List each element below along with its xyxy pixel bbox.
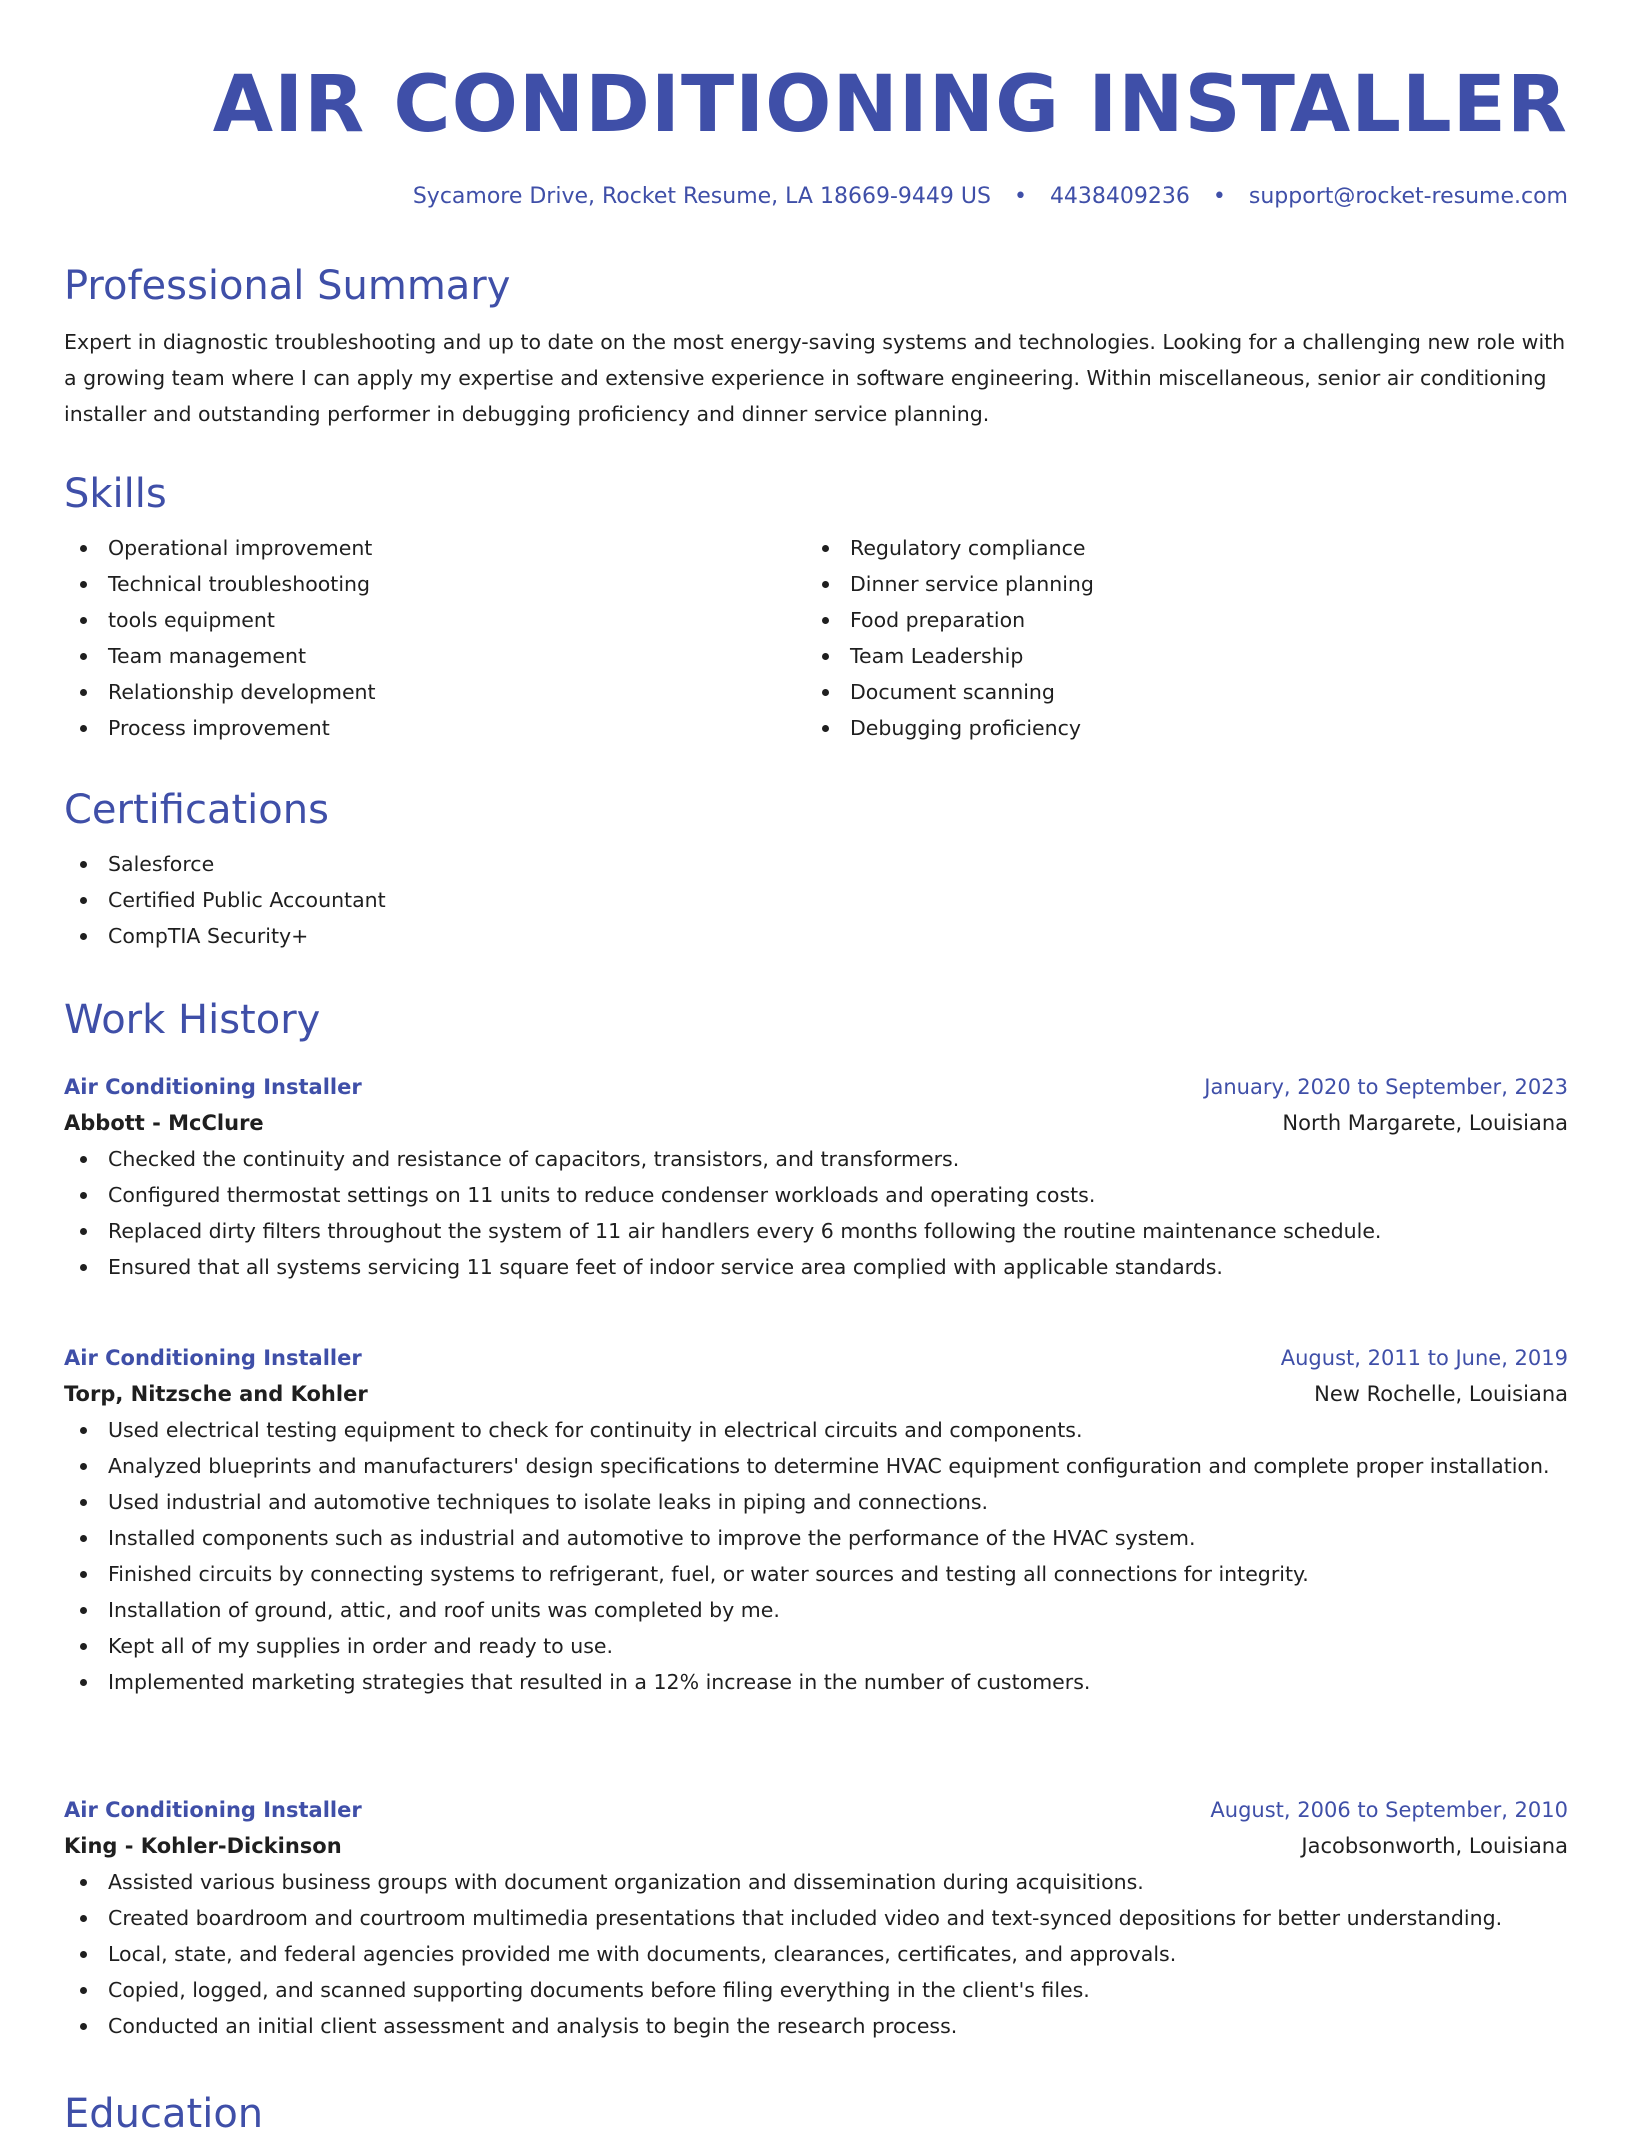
certification-item: CompTIA Security+ — [64, 918, 1568, 954]
job-company: Torp, Nitzsche and Kohler — [64, 1382, 368, 1406]
certifications-heading: Certifications — [64, 787, 329, 833]
job-bullet-item: Installation of ground, attic, and roof units was completed by me. — [64, 1592, 1568, 1628]
skill-item: Technical troubleshooting — [64, 566, 806, 602]
job-bullet-list — [64, 1864, 1568, 2044]
skill-item: Document scanning — [806, 674, 1548, 710]
job-title-row — [64, 1792, 1568, 1828]
skills-heading: Skills — [64, 471, 167, 517]
job-bullet-item: Replaced dirty filters throughout the system of 11 air handlers every 6 months following the routine maintenance schedule. — [64, 1213, 1568, 1249]
job-company-row — [64, 1828, 1568, 1864]
job-company-row — [64, 1105, 1568, 1141]
skill-item: Relationship development — [64, 674, 806, 710]
summary-section — [64, 262, 1568, 432]
certifications-list — [64, 846, 1568, 954]
summary-heading: Professional Summary — [64, 263, 511, 309]
job-title-row — [64, 1340, 1568, 1376]
job-entry — [64, 1792, 1568, 2044]
job-bullet-item: Kept all of my supplies in order and ready to use. — [64, 1628, 1568, 1664]
job-bullet-item: Conducted an initial client assessment and analysis to begin the research process. — [64, 2008, 1568, 2044]
skill-item: Team Leadership — [806, 638, 1548, 674]
job-bullet-item: Finished circuits by connecting systems to refrigerant, fuel, or water sources and testing all connections for integrity. — [64, 1556, 1568, 1592]
job-company-row — [64, 1376, 1568, 1412]
job-location: New Rochelle, Louisiana — [1314, 1382, 1568, 1406]
skill-item: Regulatory compliance — [806, 530, 1548, 566]
contact-phone[interactable]: 4438409236 — [1049, 184, 1190, 209]
skill-item: Team management — [64, 638, 806, 674]
job-bullet-item: Implemented marketing strategies that resulted in a 12% increase in the number of customers. — [64, 1664, 1568, 1700]
education-section — [64, 2090, 1568, 2138]
work-history-section — [64, 996, 1568, 1044]
certification-item: Certified Public Accountant — [64, 882, 1568, 918]
job-dates: August, 2011 to June, 2019 — [1280, 1346, 1568, 1370]
skill-item: Process improvement — [64, 710, 806, 746]
contact-separator: • — [1212, 184, 1226, 209]
job-bullet-item: Assisted various business groups with document organization and dissemination during acquisitions. — [64, 1864, 1568, 1900]
skill-item: Dinner service planning — [806, 566, 1548, 602]
work-history-heading: Work History — [64, 997, 321, 1043]
job-company: King - Kohler-Dickinson — [64, 1834, 342, 1858]
job-bullet-item: Ensured that all systems servicing 11 square feet of indoor service area complied with applicable standards. — [64, 1249, 1568, 1285]
candidate-name: AIR CONDITIONING INSTALLER — [212, 60, 1568, 150]
contact-address: Sycamore Drive, Rocket Resume, LA 18669-9449 US — [412, 184, 991, 209]
job-bullet-item: Created boardroom and courtroom multimedia presentations that included video and text-synced depositions for better understanding. — [64, 1900, 1568, 1936]
skills-columns — [64, 530, 1568, 746]
contact-separator: • — [1013, 184, 1027, 209]
skills-list-right — [806, 530, 1548, 746]
education-heading: Education — [64, 2091, 264, 2137]
job-bullet-list — [64, 1141, 1568, 1285]
job-bullet-item: Analyzed blueprints and manufacturers' design specifications to determine HVAC equipment configuration and complete proper installation. — [64, 1448, 1568, 1484]
job-entry — [64, 1340, 1568, 1700]
job-bullet-item: Copied, logged, and scanned supporting documents before filing everything in the client's files. — [64, 1972, 1568, 2008]
job-bullet-item: Local, state, and federal agencies provided me with documents, clearances, certificates, and approvals. — [64, 1936, 1568, 1972]
contact-line — [64, 182, 1568, 212]
job-dates: August, 2006 to September, 2010 — [1210, 1798, 1568, 1822]
certification-item: Salesforce — [64, 846, 1568, 882]
skills-section — [64, 470, 1568, 746]
job-entry — [64, 1069, 1568, 1285]
job-bullet-item: Configured thermostat settings on 11 units to reduce condenser workloads and operating costs. — [64, 1177, 1568, 1213]
job-dates: January, 2020 to September, 2023 — [1204, 1075, 1568, 1099]
skill-item: Food preparation — [806, 602, 1548, 638]
summary-text: Expert in diagnostic troubleshooting and up to date on the most energy-saving systems and technologies. Looking for a challenging new role with a growing team where I can apply my expertise and extensive experience in software engineering. Within miscellaneous, senior air conditioning installer and outstanding performer in debugging proficiency and dinner service planning. — [64, 330, 1566, 426]
job-location: Jacobsonworth, Louisiana — [1301, 1834, 1568, 1858]
contact-email[interactable]: support@rocket-resume.com — [1248, 184, 1568, 209]
certifications-section — [64, 786, 1568, 954]
skill-item: Operational improvement — [64, 530, 806, 566]
job-title-row — [64, 1069, 1568, 1105]
job-bullet-item: Used electrical testing equipment to check for continuity in electrical circuits and components. — [64, 1412, 1568, 1448]
job-title: Air Conditioning Installer — [64, 1075, 362, 1099]
job-bullet-item: Installed components such as industrial and automotive to improve the performance of the HVAC system. — [64, 1520, 1568, 1556]
job-bullet-item: Checked the continuity and resistance of capacitors, transistors, and transformers. — [64, 1141, 1568, 1177]
skill-item: Debugging proficiency — [806, 710, 1548, 746]
job-bullet-item: Used industrial and automotive techniques to isolate leaks in piping and connections. — [64, 1484, 1568, 1520]
skills-list-left — [64, 530, 806, 746]
resume-page — [64, 0, 1568, 2137]
job-company: Abbott - McClure — [64, 1111, 264, 1135]
skill-item: tools equipment — [64, 602, 806, 638]
job-title: Air Conditioning Installer — [64, 1346, 362, 1370]
job-location: North Margarete, Louisiana — [1282, 1111, 1568, 1135]
job-title: Air Conditioning Installer — [64, 1798, 362, 1822]
job-bullet-list — [64, 1412, 1568, 1700]
